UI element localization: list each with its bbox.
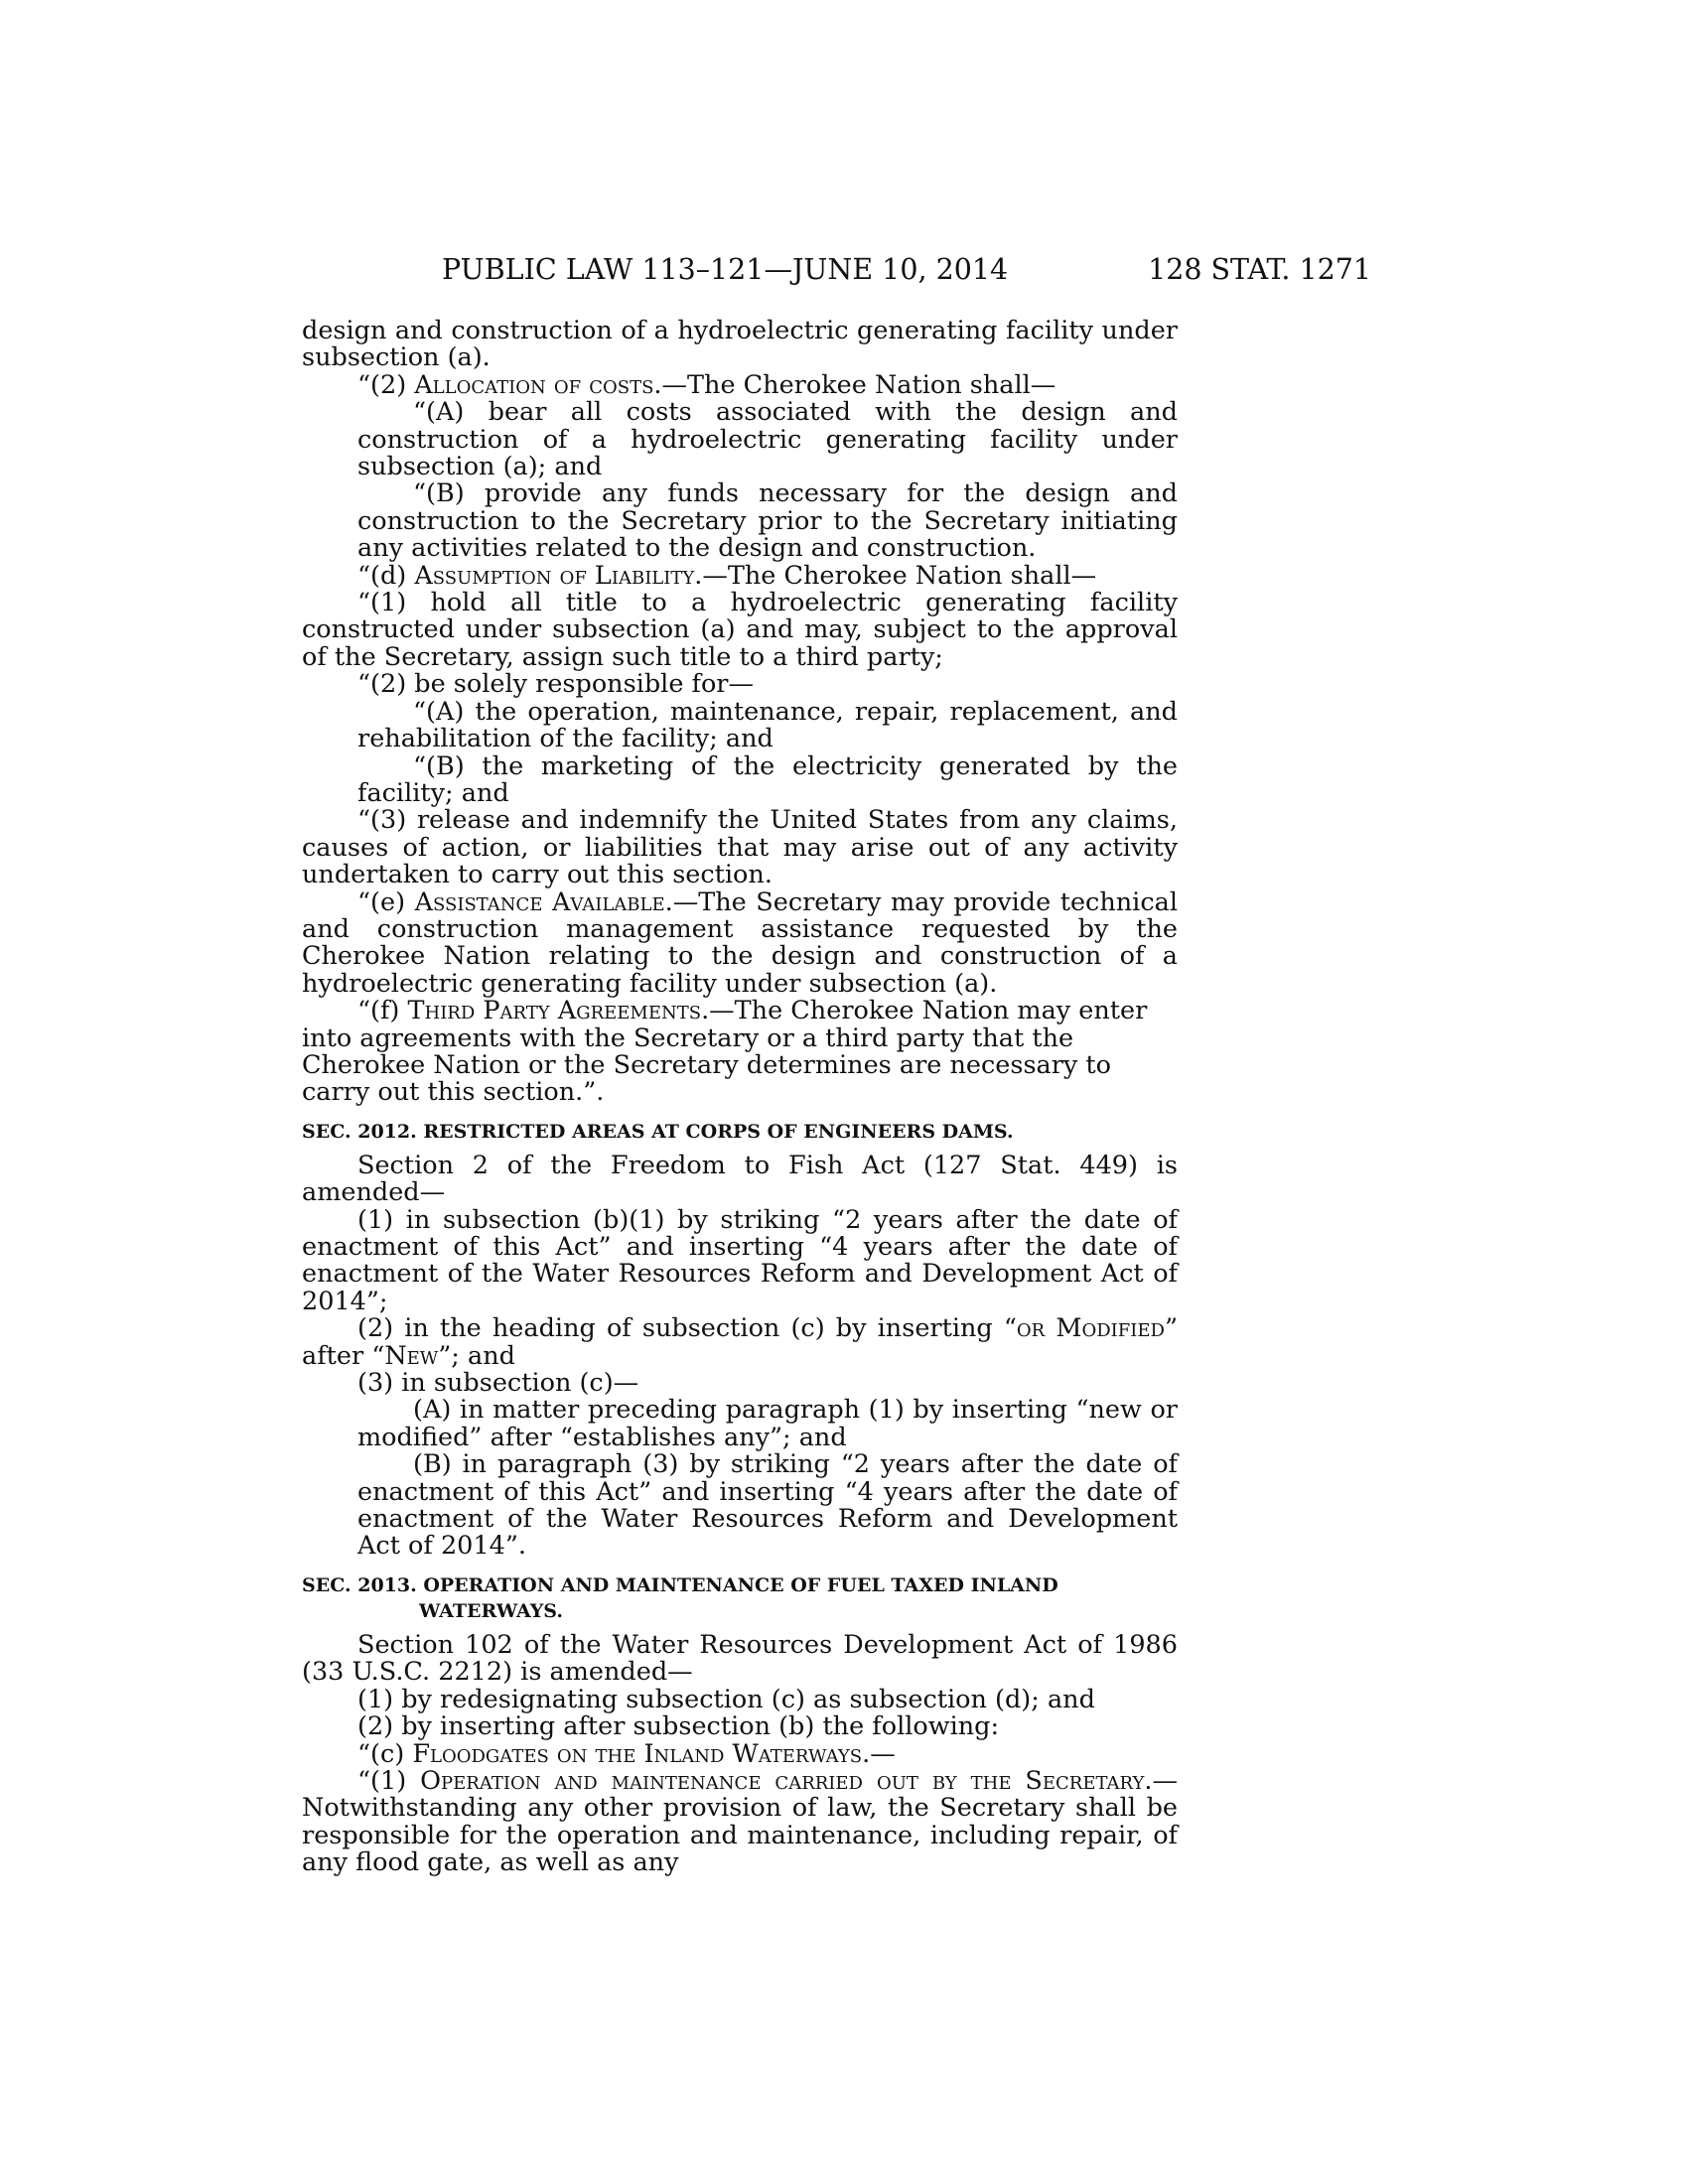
paragraph-subsection-b1: (1) in subsection (b)(1) by striking “2 years after the date of enactment of this Act” and inserting “4 years after the date of enactment of the Water Resources Reform and Development Act of 2014”; xyxy=(302,1204,1178,1316)
paragraph-section-102: Section 102 of the Water Resources Development Act of 1986 (33 U.S.C. 2212) is amended— xyxy=(302,1629,1178,1688)
subparagraph-b-marketing: “(B) the marketing of the electricity generated by the facility; and xyxy=(357,751,1178,808)
paragraph-assistance-available: “(e) Assistance Available.—The Secretary may provide technical and construction management assistance requested by the Cherokee Nation relating to the design and construction of a hydroelectric generating facility under subsection (a). xyxy=(302,887,1178,999)
section-heading-2013: SEC. 2013. OPERATION AND MAINTENANCE OF FUEL TAXED INLAND WATERWAYS. xyxy=(302,1573,1058,1622)
paragraph-hold-title: “(1) hold all title to a hydroelectric generating facility constructed under subsection (a) and may, subject to the approval of the Secretary, assign such title to a third party; xyxy=(302,588,1178,672)
running-head: PUBLIC LAW 113–121—JUNE 10, 2014 xyxy=(442,253,1009,286)
paragraph-inserting-after: (2) by inserting after subsection (b) the following: xyxy=(357,1711,1000,1742)
page-header xyxy=(442,250,1371,290)
section-heading-2012: SEC. 2012. RESTRICTED AREAS AT CORPS OF ENGINEERS DAMS. xyxy=(302,1120,1014,1143)
paragraph-freedom-to-fish-act: Section 2 of the Freedom to Fish Act (127 Stat. 449) is amended— xyxy=(302,1150,1178,1208)
paragraph-redesignating: (1) by redesignating subsection (c) as subsection (d); and xyxy=(357,1684,1095,1714)
paragraph-heading-subsection-c: (2) in the heading of subsection (c) by inserting “or Modified” after “New”; and xyxy=(302,1313,1178,1371)
paragraph-floodgates: “(c) Floodgates on the Inland Waterways.— xyxy=(357,1738,896,1769)
page-folio: 128 STAT. 1271 xyxy=(1148,253,1371,286)
paragraph-solely-responsible: “(2) be solely responsible for— xyxy=(357,669,754,700)
paragraph-third-party-agreements: “(f) Third Party Agreements.—The Cherokee Nation may enter into agreements with the Secretary or a third party that the Cherokee Nation or the Secretary determines are necessary to carry out this section.”. xyxy=(302,996,1148,1108)
paragraph-assumption-of-liability: “(d) Assumption of Liability.—The Cherokee Nation shall— xyxy=(357,560,1097,591)
subparagraph-a-operation: “(A) the operation, maintenance, repair, replacement, and rehabilitation of the facility; and xyxy=(357,696,1178,754)
subparagraph-b-paragraph-3: (B) in paragraph (3) by striking “2 years after the date of enactment of this Act” and inserting “4 years after the date of enactment of the Water Resources Reform and Development Act of 2014”. xyxy=(357,1449,1178,1562)
paragraph-release-indemnify: “(3) release and indemnify the United States from any claims, causes of action, or liabilities that may arise out of any activity undertaken to carry out this section. xyxy=(302,805,1178,890)
subparagraph-a-new-or-modified: (A) in matter preceding paragraph (1) by inserting “new or modified” after “establishes any”; and xyxy=(357,1395,1178,1452)
paragraph-in-subsection-c: (3) in subsection (c)— xyxy=(357,1368,639,1399)
subparagraph-b-provide-funds: “(B) provide any funds necessary for the design and construction to the Secretary prior to the Secretary initiating any activities related to the design and construction. xyxy=(357,478,1178,564)
statute-text xyxy=(302,318,1178,1877)
paragraph-operation-maintenance-secretary: “(1) Operation and maintenance carried out by the Secretary.—Notwithstanding any other provision of law, the Secretary shall be responsible for the operation and maintenance, including repair, of any flood gate, as well as any xyxy=(302,1765,1179,1878)
paragraph-allocation-of-costs: “(2) Allocation of costs.—The Cherokee Nation shall— xyxy=(357,369,1056,400)
paragraph-continued: design and construction of a hydroelectric generating facility under subsection (a). xyxy=(302,316,1178,373)
subparagraph-a-bear-costs: “(A) bear all costs associated with the design and construction of a hydroelectric generating facility under subsection (a); and xyxy=(357,397,1178,482)
